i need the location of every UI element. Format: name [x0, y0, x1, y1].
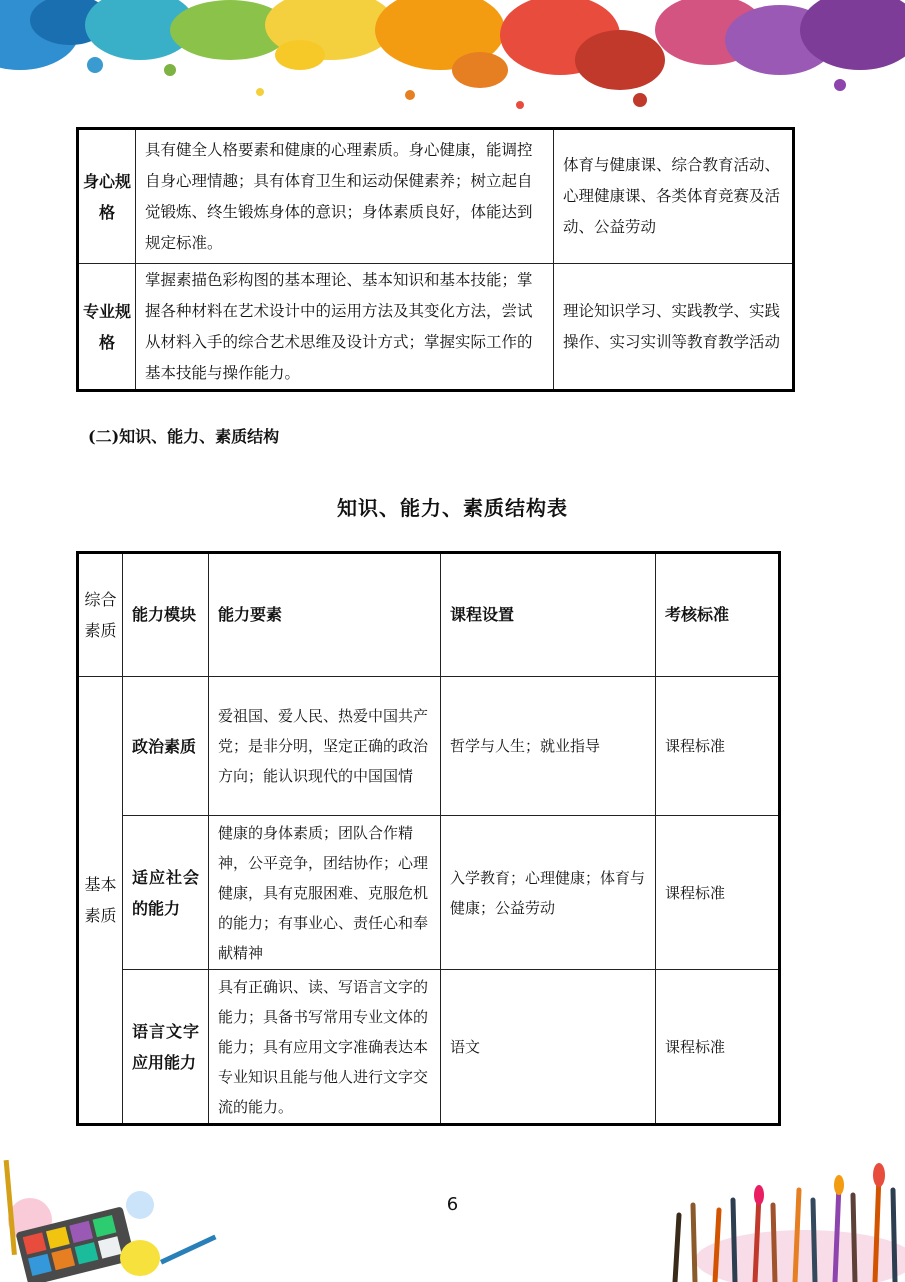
activities-cell: 理论知识学习、实践教学、实践操作、实习实训等教育教学活动 [554, 264, 794, 391]
table-row [78, 677, 780, 816]
paint-palette-illustration [0, 1150, 230, 1282]
paint-brushes-illustration [655, 1160, 905, 1282]
module-cell: 语言文字应用能力 [123, 970, 209, 1125]
header-quality: 综合素质 [78, 553, 123, 677]
row-label: 身心规格 [78, 129, 136, 264]
courses-cell: 语文 [441, 970, 656, 1125]
header-module: 能力模块 [123, 553, 209, 677]
standard-cell: 课程标准 [656, 816, 780, 970]
profile-table [76, 127, 795, 392]
elements-cell: 健康的身体素质；团队合作精神，公平竞争，团结协作；心理健康，具有克服困难、克服危机的能力；有事业心、责任心和奉献精神 [209, 816, 441, 970]
activities-cell: 体育与健康课、综合教育活动、心理健康课、各类体育竞赛及活动、公益劳动 [554, 129, 794, 264]
requirement-cell: 掌握素描色彩构图的基本理论、基本知识和基本技能；掌握各种材料在艺术设计中的运用方法及其变化方法，尝试从材料入手的综合艺术思维及设计方式；掌握实际工作的基本技能与操作能力。 [136, 264, 554, 391]
elements-cell: 爱祖国、爱人民、热爱中国共产党；是非分明，坚定正确的政治方向；能认识现代的中国国情 [209, 677, 441, 816]
table-title: 知识、能力、素质结构表 [337, 496, 568, 520]
module-cell: 政治素质 [123, 677, 209, 816]
table-row [78, 129, 794, 264]
module-cell: 适应社会的能力 [123, 816, 209, 970]
page-number: 6 [446, 1194, 459, 1215]
table-row [78, 816, 780, 970]
structure-table [76, 551, 781, 1126]
table-header-row [78, 553, 780, 677]
group-label: 基本素质 [78, 677, 123, 1125]
requirement-cell: 具有健全人格要素和健康的心理素质。身心健康，能调控自身心理情趣；具有体育卫生和运动保健素养；树立起自觉锻炼、终生锻炼身体的意识；身体素质良好，体能达到规定标准。 [136, 129, 554, 264]
courses-cell: 哲学与人生；就业指导 [441, 677, 656, 816]
standard-cell: 课程标准 [656, 970, 780, 1125]
section-heading: (二)知识、能力、素质结构 [88, 427, 280, 446]
standard-cell: 课程标准 [656, 677, 780, 816]
header-courses: 课程设置 [441, 553, 656, 677]
header-elements: 能力要素 [209, 553, 441, 677]
paint-splash-banner [0, 0, 905, 125]
elements-cell: 具有正确识、读、写语言文字的能力；具备书写常用专业文体的能力；具有应用文字准确表达本专业知识且能与他人进行文字交流的能力。 [209, 970, 441, 1125]
header-standard: 考核标准 [656, 553, 780, 677]
table-row [78, 970, 780, 1125]
table-row [78, 264, 794, 391]
courses-cell: 入学教育；心理健康；体育与健康；公益劳动 [441, 816, 656, 970]
row-label: 专业规格 [78, 264, 136, 391]
